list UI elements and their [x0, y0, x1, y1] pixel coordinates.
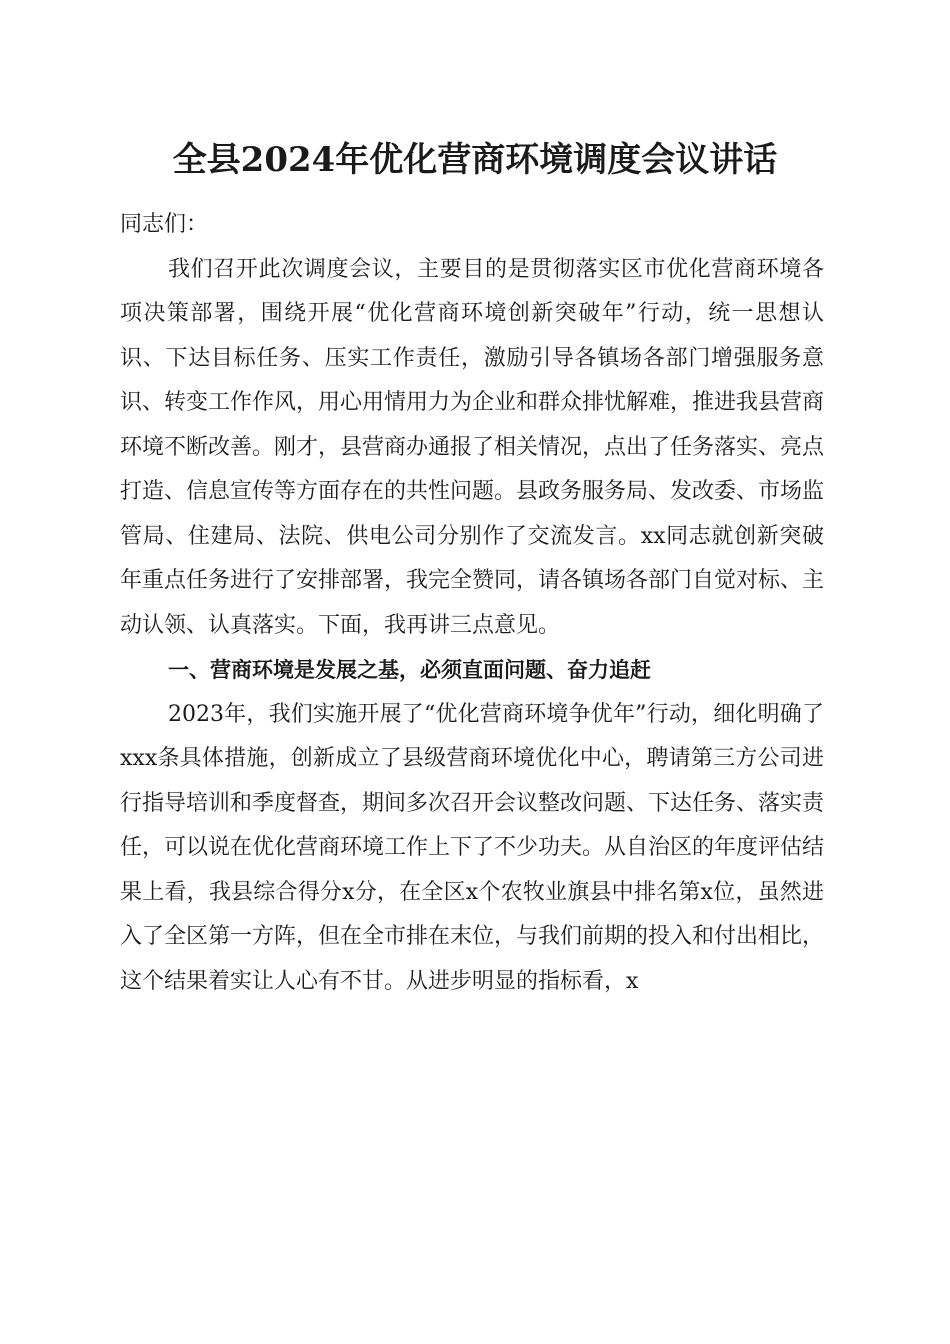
paragraph-section-1: 2023年，我们实施开展了“优化营商环境争优年”行动，细化明确了xxx条具体措施，创新成立了县级营商环境优化中心，聘请第三方公司进行指导培训和季度督查，期间多次召开会议整改问题、下达任务、落实责任，可以说在优化营商环境工作上下了不少功夫。从自治区的年度评估结果上看，我县综合得分x分，在全区x个农牧业旗县中排名第x位，虽然进入了全区第一方阵，但在全市排在末位，与我们前期的投入和付出相比，这个结果着实让人心有不甘。从进步明显的指标看，x [120, 701, 825, 994]
salutation: 同志们： [120, 212, 209, 237]
section-heading-1: 一、营商环境是发展之基，必须直面问题、奋力追赶 [168, 658, 651, 682]
paragraph-intro: 我们召开此次调度会议，主要目的是贯彻落实区市优化营商环境各项决策部署，围绕开展“优化营商环境创新突破年”行动，统一思想认识、下达目标任务、压实工作责任，激励引导各镇场各部门增强服务意识、转变工作作风，用心用情用力为企业和群众排忧解难，推进我县营商环境不断改善。刚才，县营商办通报了相关情况，点出了任务落实、亮点打造、信息宣传等方面存在的共性问题。县政务服务局、发改委、市场监管局、住建局、法院、供电公司分别作了交流发言。xx同志就创新突破年重点任务进行了安排部署，我完全赞同，请各镇场各部门自觉对标、主动认领、认真落实。下面，我再讲三点意见。 [120, 256, 825, 638]
document-title: 全县2024年优化营商环境调度会议讲话 [172, 140, 778, 180]
document-body [120, 203, 824, 1004]
